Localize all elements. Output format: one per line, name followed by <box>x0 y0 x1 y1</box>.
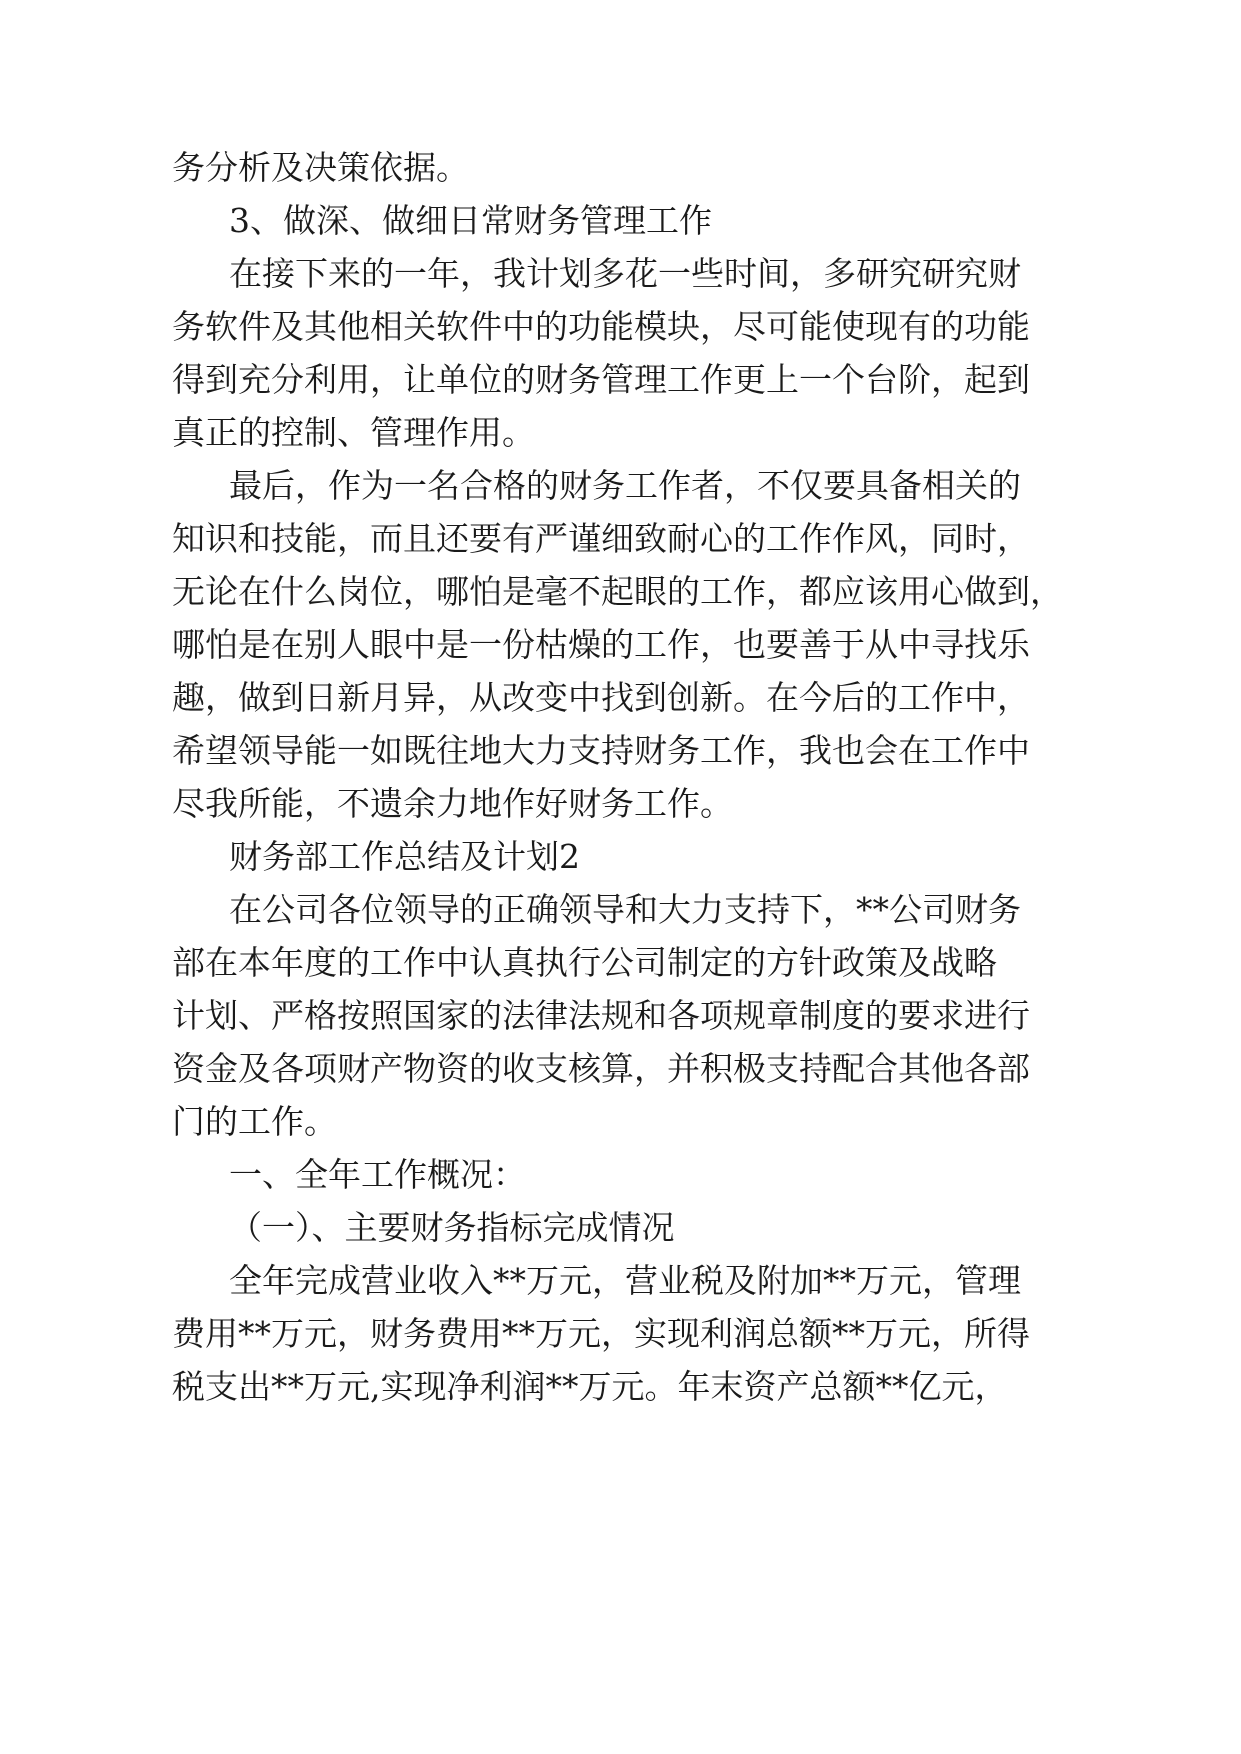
paragraph-line: 全年完成营业收入**万元，营业税及附加**万元，管理 <box>229 1261 1021 1300</box>
paragraph-line: 真正的控制、管理作用。 <box>172 413 535 452</box>
paragraph-line: 得到充分利用，让单位的财务管理工作更上一个台阶，起到 <box>172 360 1030 399</box>
paragraph-line: 务分析及决策依据。 <box>172 148 469 187</box>
paragraph-line: 知识和技能，而且还要有严谨细致耐心的工作作风，同时， <box>172 519 1030 558</box>
paragraph-line: 无论在什么岗位，哪怕是毫不起眼的工作，都应该用心做到， <box>172 572 1063 611</box>
paragraph-line: 务软件及其他相关软件中的功能模块，尽可能使现有的功能 <box>172 307 1030 346</box>
paragraph-line: 部在本年度的工作中认真执行公司制定的方针政策及战略 <box>172 943 997 982</box>
subsection-heading: （一）、主要财务指标完成情况 <box>229 1208 675 1247</box>
section-heading: 一、全年工作概况： <box>229 1155 526 1194</box>
paragraph-line: 费用**万元，财务费用**万元，实现利润总额**万元，所得 <box>172 1314 1030 1353</box>
paragraph-line: 趣，做到日新月异，从改变中找到创新。在今后的工作中， <box>172 678 1030 717</box>
section-heading: 财务部工作总结及计划2 <box>229 837 580 876</box>
paragraph-line: 尽我所能，不遗余力地作好财务工作。 <box>172 784 733 823</box>
paragraph-line: 计划、严格按照国家的法律法规和各项规章制度的要求进行 <box>172 996 1030 1035</box>
paragraph-line: 在公司各位领导的正确领导和大力支持下，**公司财务 <box>229 890 1021 929</box>
paragraph-line: 最后，作为一名合格的财务工作者，不仅要具备相关的 <box>229 466 1021 505</box>
paragraph-line: 希望领导能一如既往地大力支持财务工作，我也会在工作中 <box>172 731 1030 770</box>
paragraph-line: 税支出**万元,实现净利润**万元。年末资产总额**亿元， <box>172 1367 1008 1406</box>
paragraph-line: 哪怕是在别人眼中是一份枯燥的工作，也要善于从中寻找乐 <box>172 625 1030 664</box>
paragraph-line: 门的工作。 <box>172 1102 337 1141</box>
paragraph-line: 资金及各项财产物资的收支核算，并积极支持配合其他各部 <box>172 1049 1030 1088</box>
paragraph-line: 在接下来的一年，我计划多花一些时间，多研究研究财 <box>229 254 1021 293</box>
section-heading: 3、做深、做细日常财务管理工作 <box>229 201 712 240</box>
